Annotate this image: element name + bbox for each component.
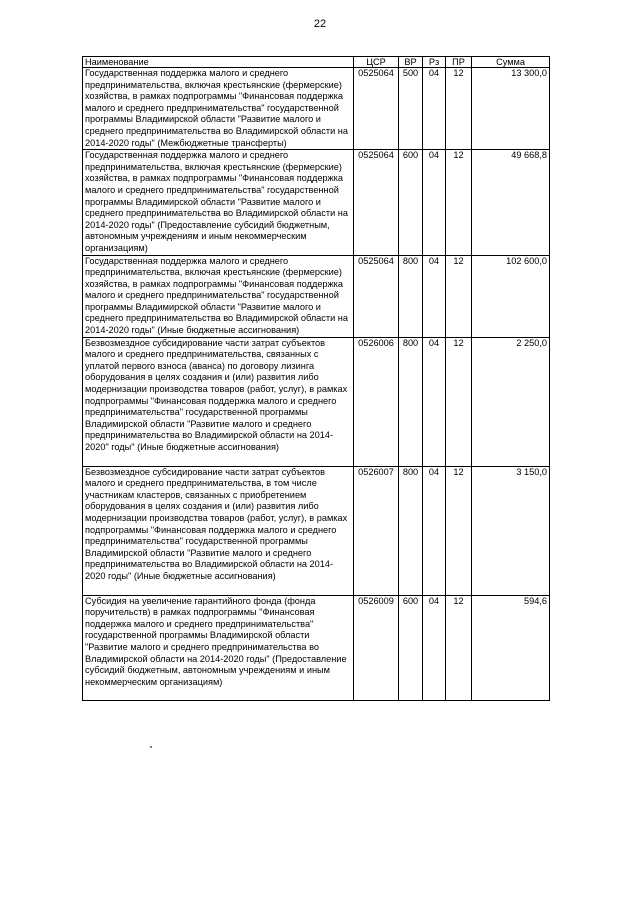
row-sum: 102 600,0 <box>472 255 550 337</box>
table-row <box>83 150 550 255</box>
row-csr: 0526009 <box>354 595 399 700</box>
header-pr: ПР <box>446 57 472 68</box>
row-vr: 600 <box>399 595 423 700</box>
table-row <box>83 337 550 466</box>
row-name: Безвозмездное субсидирование части затрат субъектов малого и среднего предпринимательства, связанных с уплатой первого взноса (аванса) по договору лизинга оборудования в целях создания и (или) развития либо модернизации производства товаров (работ, услуг), в рамках подпрограммы "Финансовая поддержка малого и среднего предпринимательства" государственной программы Владимирской области "Развитие малого и среднего предпринимательства во Владимирской области на 2014-2020" годы" (Иные бюджетные ассигнования) <box>83 337 354 466</box>
row-name: Государственная поддержка малого и среднего предпринимательства, включая крестьянские (фермерские) хозяйства, в рамках подпрограммы "Финансовая поддержка малого и среднего предпринимательства" государственной программы Владимирской области "Развитие малого и среднего предпринимательства во Владимирской области на 2014-2020 годы" (Межбюджетные трансферты) <box>83 68 354 150</box>
row-vr: 800 <box>399 337 423 466</box>
table-row <box>83 466 550 595</box>
row-sum: 13 300,0 <box>472 68 550 150</box>
row-rz: 04 <box>423 68 446 150</box>
row-vr: 800 <box>399 255 423 337</box>
row-sum: 49 668,8 <box>472 150 550 255</box>
header-rz: Рз <box>423 57 446 68</box>
row-name: Субсидия на увеличение гарантийного фонда (фонда поручительств) в рамках подпрограммы "Финансовая поддержка малого и среднего предпринимательства" государственной программы Владимирской области "Развитие малого и среднего предпринимательства во Владимирской области на 2014-2020 годы" (Предоставление субсидий бюджетным, автономным учреждениям и иным некоммерческим организациям) <box>83 595 354 700</box>
row-csr: 0525064 <box>354 68 399 150</box>
scan-speck <box>150 746 152 748</box>
row-rz: 04 <box>423 150 446 255</box>
table-header-row <box>83 57 550 68</box>
header-vr: ВР <box>399 57 423 68</box>
row-csr: 0526007 <box>354 466 399 595</box>
table-row <box>83 68 550 150</box>
row-pr: 12 <box>446 68 472 150</box>
row-vr: 600 <box>399 150 423 255</box>
row-pr: 12 <box>446 150 472 255</box>
header-sum: Сумма <box>472 57 550 68</box>
row-vr: 500 <box>399 68 423 150</box>
row-name: Безвозмездное субсидирование части затрат субъектов малого и среднего предпринимательства, в том числе участникам кластеров, связанных с приобретением оборудования в целях создания и (или) развития либо модернизации производства товаров (работ, услуг), в рамках подпрограммы "Финансовая поддержка малого и среднего предпринимательства" государственной программы Владимирской области "Развитие малого и среднего предпринимательства во Владимирской области на 2014-2020 годы" (Иные бюджетные ассигнования) <box>83 466 354 595</box>
row-csr: 0525064 <box>354 255 399 337</box>
table-row <box>83 595 550 700</box>
row-rz: 04 <box>423 255 446 337</box>
header-name: Наименование <box>83 57 354 68</box>
row-csr: 0526006 <box>354 337 399 466</box>
row-name: Государственная поддержка малого и среднего предпринимательства, включая крестьянские (фермерские) хозяйства, в рамках подпрограммы "Финансовая поддержка малого и среднего предпринимательства" государственной программы Владимирской области "Развитие малого и среднего предпринимательства во Владимирской области на 2014-2020 годы" (Иные бюджетные ассигнования) <box>83 255 354 337</box>
row-pr: 12 <box>446 466 472 595</box>
page-number: 22 <box>313 18 327 30</box>
table-row <box>83 255 550 337</box>
row-sum: 3 150,0 <box>472 466 550 595</box>
row-vr: 800 <box>399 466 423 595</box>
row-sum: 594,6 <box>472 595 550 700</box>
row-rz: 04 <box>423 595 446 700</box>
row-rz: 04 <box>423 466 446 595</box>
row-pr: 12 <box>446 255 472 337</box>
row-pr: 12 <box>446 337 472 466</box>
header-csr: ЦСР <box>354 57 399 68</box>
budget-table <box>82 56 550 701</box>
row-sum: 2 250,0 <box>472 337 550 466</box>
row-csr: 0525064 <box>354 150 399 255</box>
row-rz: 04 <box>423 337 446 466</box>
row-name: Государственная поддержка малого и среднего предпринимательства, включая крестьянские (фермерские) хозяйства, в рамках подпрограммы "Финансовая поддержка малого и среднего предпринимательства" государственной программы Владимирской области "Развитие малого и среднего предпринимательства во Владимирской области на 2014-2020 годы" (Предоставление субсидий бюджетным, автономным учреждениям и иным некоммерческим организациям) <box>83 150 354 255</box>
row-pr: 12 <box>446 595 472 700</box>
